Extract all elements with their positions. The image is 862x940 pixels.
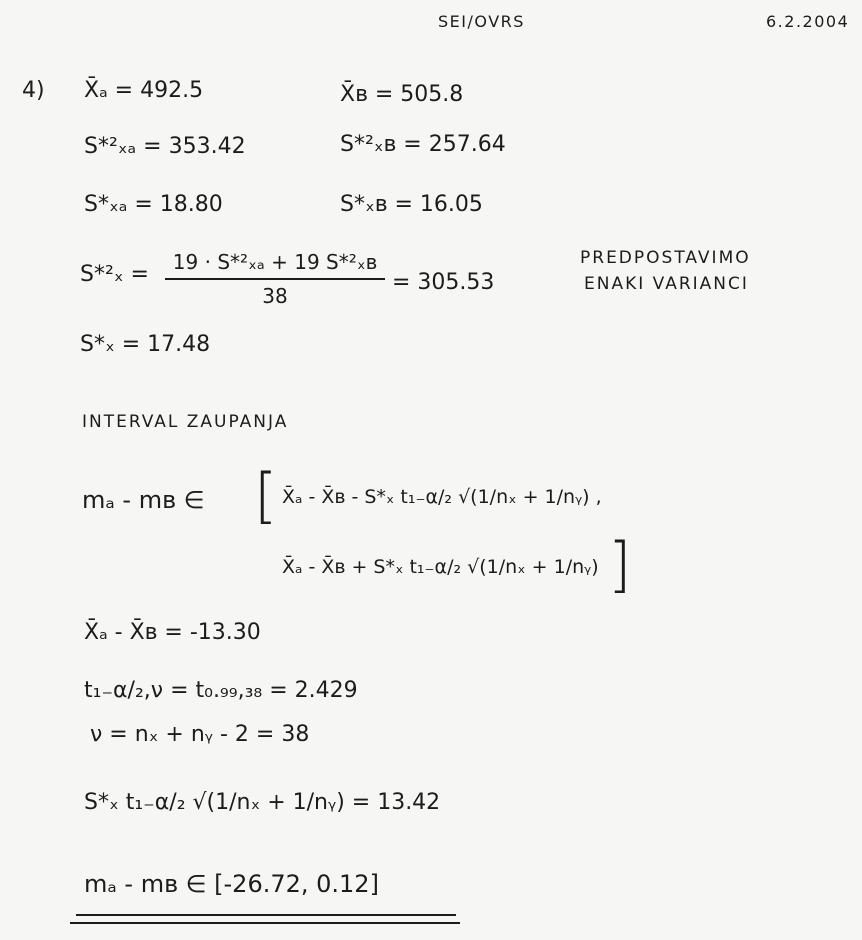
pooled-stddev: S*ₓ = 17.48 bbox=[80, 332, 211, 357]
pooled-variance-numerator: 19 · S*²ₓₐ + 19 S*²ₓʙ bbox=[172, 250, 378, 274]
ci-left-bracket: [ bbox=[254, 461, 278, 531]
result-underline-2 bbox=[70, 922, 460, 924]
ci-right-bracket: ] bbox=[608, 530, 632, 600]
pooled-variance-fraction bbox=[165, 250, 385, 308]
variance-b: S*²ₓʙ = 257.64 bbox=[340, 132, 506, 157]
stddev-a: S*ₓₐ = 18.80 bbox=[84, 192, 223, 217]
assumption-line-1: PREDPOSTAVIMO bbox=[580, 248, 751, 268]
margin-of-error: S*ₓ t₁₋α/₂ √(1/nₓ + 1/nᵧ) = 13.42 bbox=[84, 790, 441, 815]
variance-a: S*²ₓₐ = 353.42 bbox=[84, 134, 246, 159]
final-result: mₐ - mʙ ∈ [-26.72, 0.12] bbox=[84, 870, 379, 898]
degrees-of-freedom: ν = nₓ + nᵧ - 2 = 38 bbox=[90, 722, 310, 747]
mean-a: X̄ₐ = 492.5 bbox=[84, 78, 204, 103]
t-value: t₁₋α/₂,ν = t₀.₉₉,₃₈ = 2.429 bbox=[84, 678, 358, 703]
section-title: INTERVAL ZAUPANJA bbox=[82, 412, 289, 432]
fraction-bar bbox=[165, 278, 385, 280]
pooled-variance-denominator: 38 bbox=[262, 284, 288, 308]
date: 6.2.2004 bbox=[766, 12, 850, 31]
course-code: SEI/OVRS bbox=[438, 12, 525, 31]
pooled-variance-result: = 305.53 bbox=[392, 270, 495, 295]
pooled-variance-lhs: S*²ₓ = bbox=[80, 262, 149, 287]
assumption-line-2: ENAKI VARIANCI bbox=[584, 274, 749, 294]
result-underline-1 bbox=[76, 914, 456, 916]
ci-lhs: mₐ - mʙ ∈ bbox=[82, 486, 205, 514]
mean-b: X̄ʙ = 505.8 bbox=[340, 82, 464, 107]
ci-upper-bound: X̄ₐ - X̄ʙ + S*ₓ t₁₋α/₂ √(1/nₓ + 1/nᵧ) bbox=[282, 556, 599, 578]
mean-difference: X̄ₐ - X̄ʙ = -13.30 bbox=[84, 620, 261, 645]
stddev-b: S*ₓʙ = 16.05 bbox=[340, 192, 483, 217]
ci-lower-bound: X̄ₐ - X̄ʙ - S*ₓ t₁₋α/₂ √(1/nₓ + 1/nᵧ) , bbox=[282, 486, 602, 508]
problem-number: 4) bbox=[22, 78, 45, 103]
